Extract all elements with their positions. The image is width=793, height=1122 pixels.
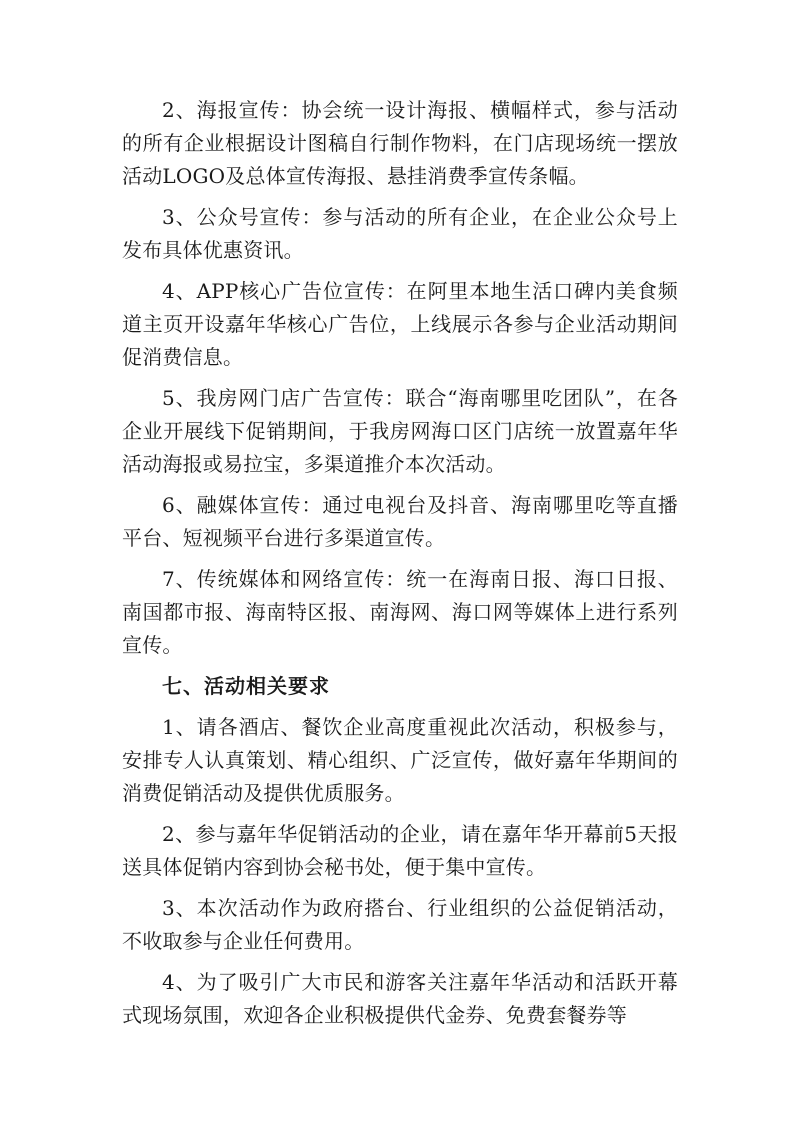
document-body bbox=[122, 94, 678, 1040]
paragraph-requirement-3: 3、本次活动作为政府搭台、行业组织的公益促销活动，不收取参与企业任何费用。 bbox=[122, 896, 678, 953]
paragraph-traditional-media-publicity: 7、传统媒体和网络宣传：统一在海南日报、海口日报、南国都市报、海南特区报、南海网、海口网等媒体上进行系列宣传。 bbox=[122, 567, 678, 657]
section-heading: 七、活动相关要求 bbox=[162, 674, 330, 698]
paragraph-requirement-1: 1、请各酒店、餐饮企业高度重视此次活动，积极参与，安排专人认真策划、精心组织、广泛宣传，做好嘉年华期间的消费促销活动及提供优质服务。 bbox=[122, 715, 678, 805]
paragraph-poster-publicity: 2、海报宣传：协会统一设计海报、横幅样式，参与活动的所有企业根据设计图稿自行制作物料，在门店现场统一摆放活动LOGO及总体宣传海报、悬挂消费季宣传条幅。 bbox=[122, 98, 678, 188]
paragraph-media-publicity: 6、融媒体宣传：通过电视台及抖音、海南哪里吃等直播平台、短视频平台进行多渠道宣传。 bbox=[122, 493, 678, 550]
paragraph-app-ad-publicity: 4、APP核心广告位宣传：在阿里本地生活口碑内美食频道主页开设嘉年华核心广告位，上线展示各参与企业活动期间促消费信息。 bbox=[122, 279, 678, 369]
paragraph-official-account-publicity: 3、公众号宣传：参与活动的所有企业，在企业公众号上发布具体优惠资讯。 bbox=[122, 205, 678, 262]
paragraph-requirement-2: 2、参与嘉年华促销活动的企业，请在嘉年华开幕前5天报送具体促销内容到协会秘书处，便于集中宣传。 bbox=[122, 822, 678, 879]
paragraph-requirement-4: 4、为了吸引广大市民和游客关注嘉年华活动和活跃开幕式现场氛围，欢迎各企业积极提供代金券、免费套餐券等 bbox=[122, 970, 678, 1027]
paragraph-store-ad-publicity: 5、我房网门店广告宣传：联合“海南哪里吃团队”，在各企业开展线下促销期间，于我房网海口区门店统一放置嘉年华活动海报或易拉宝，多渠道推介本次活动。 bbox=[122, 386, 678, 476]
